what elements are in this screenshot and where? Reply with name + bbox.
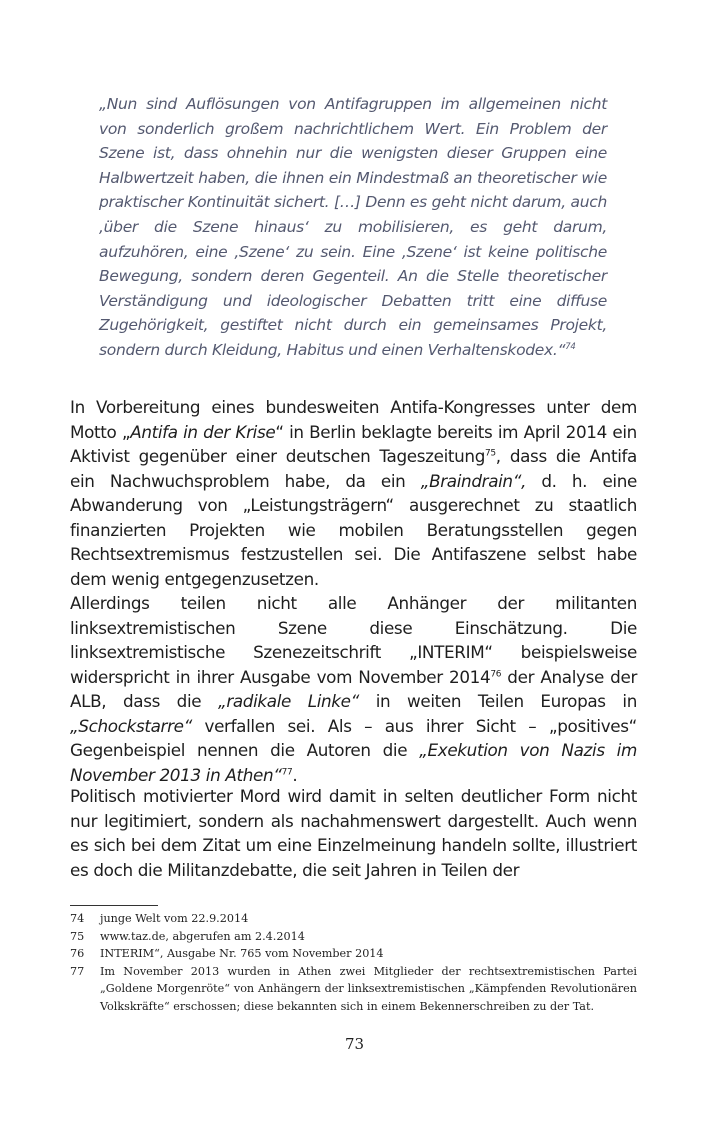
footnote <box>70 945 637 963</box>
page-number: 73 <box>344 1035 365 1053</box>
block-quote <box>99 92 607 363</box>
p1-text-5: Allerdings teilen nicht alle Anhänger der militanten linksextremistischen Szene diese Einschätzung. Die linksextremistische Szenezeitschrift „INTERIM“ beispielsweise widerspricht in ihrer Ausgabe vom November 2014 <box>70 593 637 687</box>
footnote-number: 75 <box>70 929 85 943</box>
footnote-number: 77 <box>70 964 85 978</box>
p1-radikale: „radikale Linke“ <box>217 691 359 711</box>
p1-text-6: der Analyse der ALB, dass die <box>70 666 638 711</box>
p1-text-9: . <box>292 764 298 785</box>
p1-schock: „Schockstarre“ <box>70 715 192 736</box>
p1-motto: Antifa in der Krise <box>130 421 276 442</box>
p1-text-7: in weiten Teilen Europas in <box>359 691 637 711</box>
footnote-divider <box>70 905 158 906</box>
footnote-number: 76 <box>70 947 85 960</box>
p1-exekution: „Exekution von Nazis im November 2013 in Athen“ <box>70 740 637 785</box>
footnote <box>70 963 637 1016</box>
quote-footnote-ref: 74 <box>565 341 576 352</box>
p1-braindrain: „Braindrain“, <box>420 470 527 491</box>
footnote-ref-75: 75 <box>485 448 496 459</box>
footnotes <box>70 910 637 1015</box>
footnote-number: 74 <box>70 912 85 925</box>
p1-text-3: , dass die Antifa ein Nachwuchsproblem habe, da ein <box>70 446 637 491</box>
footnote <box>70 910 637 928</box>
footnote-ref-77: 77 <box>281 766 293 777</box>
paragraph-2: Politisch motivierter Mord wird damit in selten deutlicher Form nicht nur legitimiert, sondern als nachahmenswert dargestellt. Auch wenn es sich bei dem Zitat um eine Einzelmeinung handeln sollte, illustriert es doch die Militanzdebatte, die seit Jahren in Teilen der <box>70 786 637 880</box>
footnote <box>70 928 637 946</box>
p1-text-8: verfallen sei. Als – aus ihrer Sicht – „positives“ Gegenbeispiel nennen die Autoren die <box>70 715 637 760</box>
quote-text: „Nun sind Auflösungen von Antifagruppen im allgemeinen nicht von sonderlich großem nachrichtlichem Wert. Ein Problem der Szene ist, dass ohnehin nur die wenigsten dieser Gruppen eine Halbwertzeit haben, die ihnen ein Mindestmaß an theoretischer wie praktischer Kontinuität sichert. […] Denn es geht nicht darum, auch ‚über die Szene hinaus‘ zu mobilisieren, es geht darum, aufzuhören, eine ‚Szene‘ zu sein. Eine ‚Szene‘ ist keine politische Bewegung, sondern deren Gegenteil. An die Stelle theoretischer Verständigung und ideologischer Debatten tritt eine diffuse Zugehörigkeit, gestiftet nicht durch ein gemeinsames Projekt, sondern durch Kleidung, Habitus und einen Verhaltenskodex.“ <box>99 95 607 359</box>
footnote-text: Im November 2013 wurden in Athen zwei Mitglieder der rechtsextremistischen Partei „Goldene Morgenröte“ von Anhängern der linksextremistischen „Kämpfenden Revolutionären Volkskräfte“ erschossen; diese bekannten sich in einem Bekennerschreiben zu der Tat. <box>100 964 637 1013</box>
footnote-text: www.taz.de, abgerufen am 2.4.2014 <box>100 929 305 943</box>
footnote-text: junge Welt vom 22.9.2014 <box>100 912 249 925</box>
p1-text-2: “ in Berlin beklagte bereits im April 2014 ein Aktivist gegenüber einer deutschen Tageszeitung <box>70 421 637 466</box>
paragraph-1 <box>70 395 637 787</box>
footnote-text: INTERIM“, Ausgabe Nr. 765 vom November 2014 <box>100 947 384 960</box>
p1-text-1: In Vorbereitung eines bundesweiten Antifa-Kongresses unter dem Motto „ <box>70 397 637 442</box>
footnote-ref-76: 76 <box>490 668 502 679</box>
p1-text-4: d. h. eine Abwanderung von „Leistungsträgern“ ausgerechnet zu staatlich finanzierten Projekten wie mobilen Beratungsstellen gegen Rechtsextremismus festzustellen sei. Die Antifaszene selbst habe dem wenig entgegenzusetzen. <box>70 470 637 589</box>
